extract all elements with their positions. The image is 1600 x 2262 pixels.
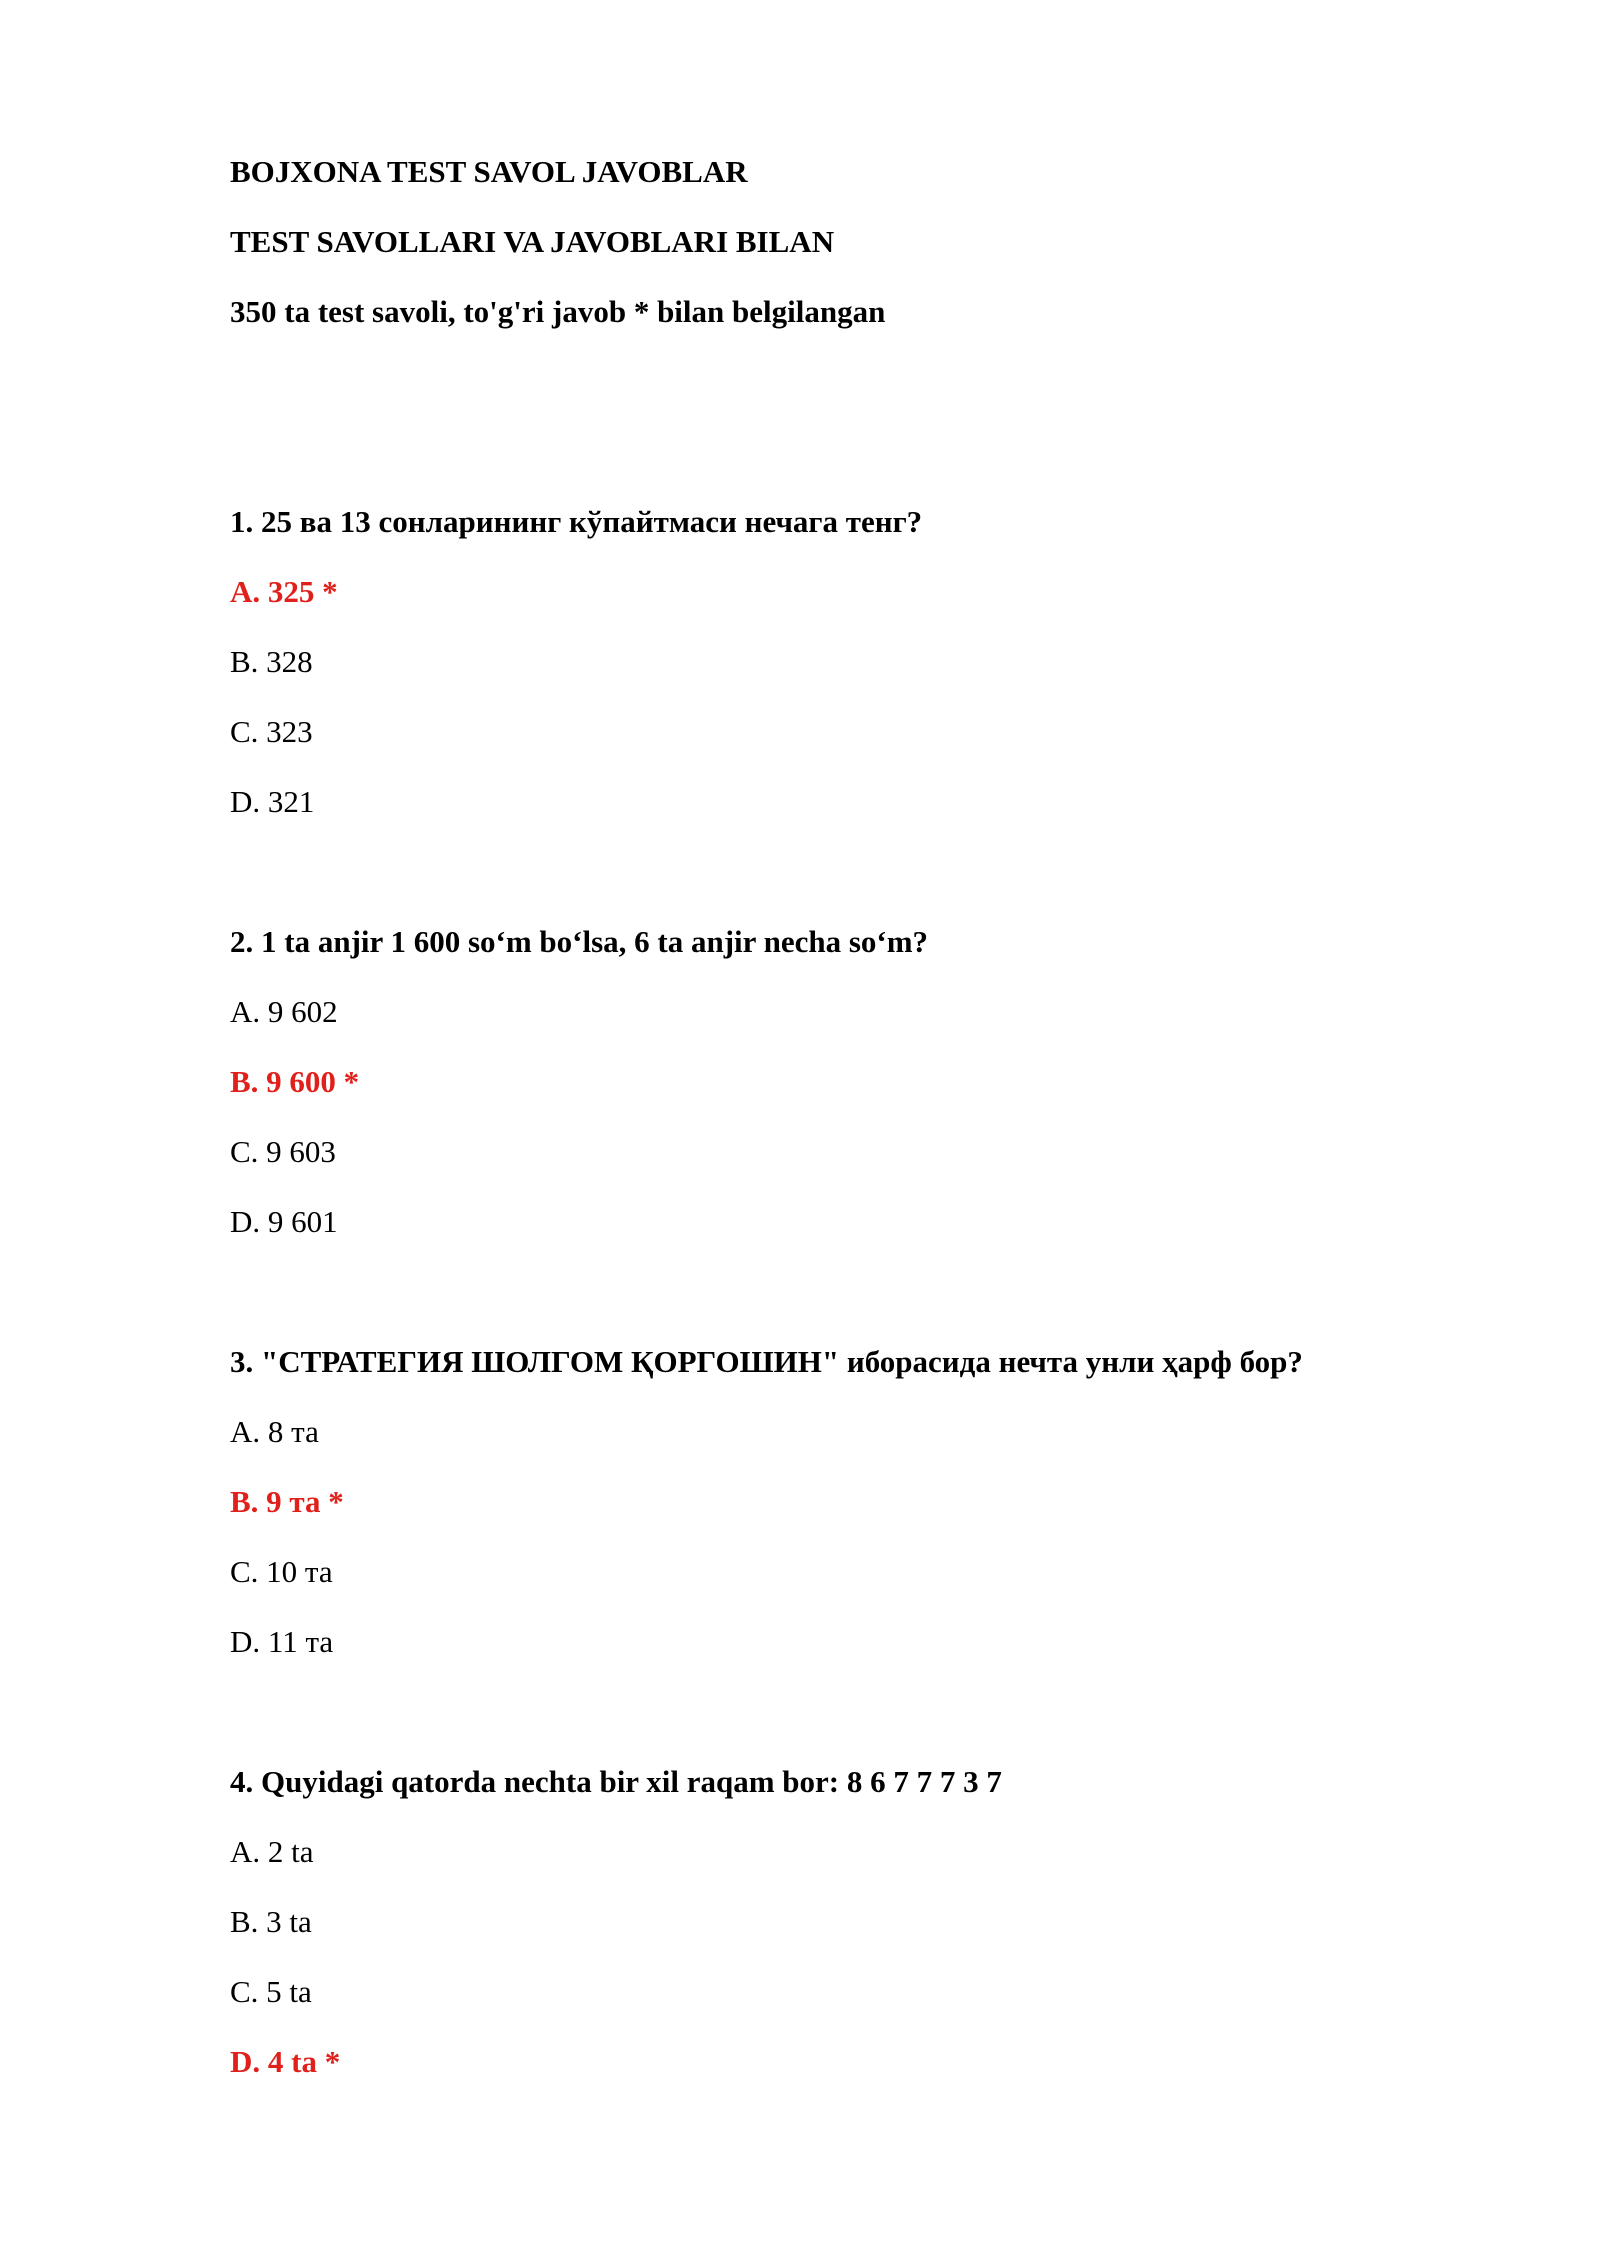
question-1-option-a: A. 325 * (230, 574, 338, 609)
document-subtitle: TEST SAVOLLARI VA JAVOBLARI BILAN (230, 224, 835, 259)
question-1-option-b: B. 328 (230, 644, 313, 679)
question-4-text: 4. Quyidagi qatorda nechta bir xil raqam bor: 8 6 7 7 7 3 7 (230, 1764, 1002, 1799)
question-2-option-b: B. 9 600 * (230, 1064, 360, 1099)
question-4-option-d: D. 4 ta * (230, 2044, 341, 2079)
question-3-text: 3. "СТРАТЕГИЯ ШОЛГОМ ҚОРГОШИН" иборасида нечта унли ҳарф бор? (230, 1344, 1303, 1379)
question-3-option-d: D. 11 та (230, 1624, 334, 1659)
question-2-text: 2. 1 ta anjir 1 600 so‘m bo‘lsa, 6 ta anjir necha so‘m? (230, 924, 929, 959)
question-1-option-c: C. 323 (230, 714, 313, 749)
question-4-option-a: A. 2 ta (230, 1834, 314, 1869)
document-title: BOJXONA TEST SAVOL JAVOBLAR (230, 154, 748, 189)
question-3-option-a: A. 8 та (230, 1414, 319, 1449)
question-3-option-c: C. 10 та (230, 1554, 333, 1589)
question-4-option-c: C. 5 ta (230, 1974, 312, 2009)
question-2-option-c: C. 9 603 (230, 1134, 336, 1169)
question-1-option-d: D. 321 (230, 784, 315, 819)
question-2-option-d: D. 9 601 (230, 1204, 338, 1239)
question-4-option-b: B. 3 ta (230, 1904, 312, 1939)
question-2-option-a: A. 9 602 (230, 994, 338, 1029)
question-3-option-b: B. 9 та * (230, 1484, 344, 1519)
document-note: 350 ta test savoli, to'g'ri javob * bilan belgilangan (230, 294, 886, 329)
question-1-text: 1. 25 ва 13 сонларининг кўпайтмаси нечага тенг? (230, 504, 923, 539)
